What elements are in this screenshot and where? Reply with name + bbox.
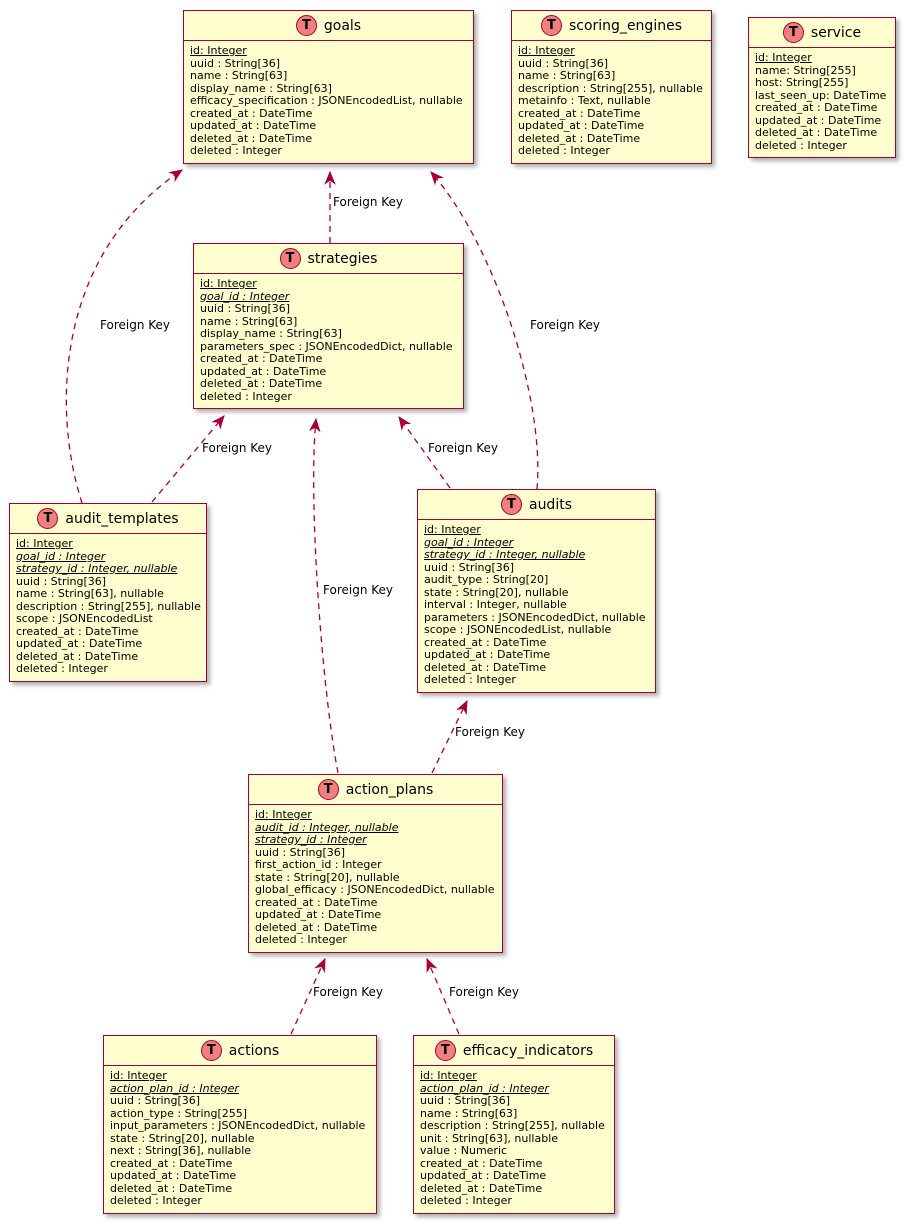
field-row: strategy_id : Integer, nullable bbox=[424, 548, 586, 561]
field-row: deleted_at : DateTime bbox=[16, 649, 139, 663]
field-row: deleted_at : DateTime bbox=[200, 377, 323, 390]
field-row: description : String[255], nullable bbox=[16, 599, 201, 613]
foreign-key-label-audits-goals: Foreign Key bbox=[530, 318, 600, 332]
table-type-icon: T bbox=[201, 1040, 222, 1061]
field-row: name : String[63] bbox=[190, 69, 288, 82]
table-audits bbox=[417, 489, 656, 693]
field-row: deleted : Integer bbox=[110, 1194, 202, 1207]
field-row: created_at : DateTime bbox=[755, 101, 878, 114]
field-row: audit_id : Integer, nullable bbox=[255, 820, 399, 834]
field-row: description : String[255], nullable bbox=[518, 81, 703, 95]
table-type-icon: T bbox=[501, 494, 522, 515]
field-row: goal_id : Integer bbox=[200, 289, 290, 303]
field-row: uuid : String[36] bbox=[424, 560, 515, 574]
field-row: created_at : DateTime bbox=[200, 352, 323, 365]
field-row: state : String[20], nullable bbox=[424, 585, 569, 599]
field-row: host: String[255] bbox=[755, 76, 849, 89]
field-row: scope : JSONEncodedList, nullable bbox=[424, 623, 612, 636]
field-row: deleted : Integer bbox=[755, 138, 847, 152]
table-field-list bbox=[184, 41, 473, 163]
field-row: id: Integer bbox=[190, 44, 247, 57]
field-row: uuid : String[36] bbox=[16, 574, 107, 588]
field-row: audit_type : String[20] bbox=[424, 573, 549, 586]
field-row: updated_at : DateTime bbox=[424, 648, 551, 661]
field-row: name : String[63], nullable bbox=[16, 587, 164, 600]
field-row: scope : JSONEncodedList bbox=[16, 612, 153, 625]
field-row: deleted : Integer bbox=[190, 144, 282, 157]
field-row: deleted_at : DateTime bbox=[518, 131, 641, 145]
field-row: deleted_at : DateTime bbox=[110, 1181, 233, 1195]
foreign-key-label-efficacy_indicators-action_plans: Foreign Key bbox=[449, 985, 519, 999]
field-row: state : String[20], nullable bbox=[255, 870, 400, 884]
field-row: input_parameters : JSONEncodedDict, nullable bbox=[110, 1119, 366, 1132]
field-row: name: String[255] bbox=[755, 63, 856, 77]
table-field-list bbox=[749, 48, 895, 157]
field-row: uuid : String[36] bbox=[200, 302, 291, 315]
field-row: first_action_id : Integer bbox=[255, 858, 382, 871]
field-row: deleted_at : DateTime bbox=[255, 920, 378, 934]
field-row: goal_id : Integer bbox=[424, 535, 514, 549]
field-row: updated_at : DateTime bbox=[200, 364, 327, 378]
field-row: deleted : Integer bbox=[255, 933, 347, 946]
foreign-key-label-audit_templates-goals: Foreign Key bbox=[100, 318, 170, 332]
table-title: scoring_engines bbox=[568, 17, 682, 34]
field-row: name : String[63] bbox=[420, 1106, 518, 1120]
table-field-list bbox=[104, 1066, 376, 1213]
field-row: created_at : DateTime bbox=[424, 635, 547, 649]
field-row: parameters : JSONEncodedDict, nullable bbox=[424, 610, 646, 624]
field-row: id: Integer bbox=[518, 44, 575, 57]
field-row: id: Integer bbox=[110, 1069, 167, 1082]
table-action_plans bbox=[248, 774, 503, 953]
field-row: goal_id : Integer bbox=[16, 549, 106, 563]
field-row: uuid : String[36] bbox=[190, 56, 281, 70]
field-row: id: Integer bbox=[16, 537, 73, 550]
table-field-list bbox=[249, 805, 502, 952]
table-header bbox=[249, 775, 502, 805]
field-row: id: Integer bbox=[755, 51, 812, 64]
field-row: id: Integer bbox=[420, 1069, 477, 1082]
table-title: audits bbox=[528, 496, 572, 513]
field-row: name : String[63] bbox=[518, 69, 616, 82]
field-row: deleted_at : DateTime bbox=[424, 660, 547, 674]
foreign-key-label-audit_templates-strategies: Foreign Key bbox=[202, 441, 272, 455]
table-efficacy_indicators bbox=[413, 1035, 615, 1214]
field-row: updated_at : DateTime bbox=[110, 1169, 237, 1182]
field-row: value : Numeric bbox=[420, 1144, 508, 1157]
table-goals bbox=[183, 10, 474, 164]
foreign-key-label-audits-strategies: Foreign Key bbox=[428, 441, 498, 455]
field-row: created_at : DateTime bbox=[518, 106, 641, 120]
table-header bbox=[10, 504, 206, 534]
field-row: uuid : String[36] bbox=[420, 1094, 511, 1107]
field-row: uuid : String[36] bbox=[518, 56, 609, 70]
table-type-icon: T bbox=[541, 15, 562, 36]
field-row: id: Integer bbox=[200, 277, 257, 290]
field-row: description : String[255], nullable bbox=[420, 1119, 605, 1132]
field-row: deleted : Integer bbox=[16, 662, 108, 675]
table-field-list bbox=[418, 520, 655, 692]
foreign-key-label-strategies-goals: Foreign Key bbox=[333, 195, 403, 209]
table-field-list bbox=[194, 274, 463, 408]
field-row: action_type : String[255] bbox=[110, 1106, 248, 1120]
field-row: name : String[63] bbox=[200, 314, 298, 328]
table-title: strategies bbox=[307, 250, 378, 267]
field-row: strategy_id : Integer, nullable bbox=[16, 562, 178, 575]
field-row: updated_at : DateTime bbox=[16, 637, 143, 650]
field-row: next : String[36], nullable bbox=[110, 1144, 252, 1157]
table-service bbox=[748, 17, 896, 158]
field-row: created_at : DateTime bbox=[16, 624, 139, 638]
field-row: updated_at : DateTime bbox=[518, 119, 645, 132]
field-row: id: Integer bbox=[424, 523, 481, 536]
field-row: updated_at : DateTime bbox=[255, 908, 382, 921]
table-header bbox=[184, 11, 473, 41]
field-row: deleted : Integer bbox=[518, 144, 610, 157]
field-row: efficacy_specification : JSONEncodedList, nullable bbox=[190, 94, 463, 107]
field-row: updated_at : DateTime bbox=[755, 113, 882, 127]
field-row: parameters_spec : JSONEncodedDict, nullable bbox=[200, 339, 453, 353]
table-type-icon: T bbox=[783, 22, 804, 43]
table-header bbox=[194, 244, 463, 274]
field-row: action_plan_id : Integer bbox=[420, 1081, 549, 1095]
field-row: updated_at : DateTime bbox=[420, 1169, 547, 1182]
table-title: efficacy_indicators bbox=[462, 1042, 594, 1059]
field-row: interval : Integer, nullable bbox=[424, 598, 567, 611]
field-row: created_at : DateTime bbox=[110, 1156, 233, 1170]
table-title: goals bbox=[323, 17, 362, 34]
fk-arrow-audit_templates-goals bbox=[66, 170, 182, 503]
table-audit_templates bbox=[9, 503, 207, 682]
field-row: updated_at : DateTime bbox=[190, 119, 317, 132]
field-row: created_at : DateTime bbox=[190, 106, 313, 120]
field-row: deleted_at : DateTime bbox=[420, 1181, 543, 1195]
table-type-icon: T bbox=[280, 248, 301, 269]
table-type-icon: T bbox=[318, 779, 339, 800]
table-title: action_plans bbox=[345, 781, 434, 798]
field-row: state : String[20], nullable bbox=[110, 1131, 255, 1145]
fk-arrow-audit_templates-strategies bbox=[152, 416, 224, 502]
table-header bbox=[104, 1036, 376, 1066]
field-row: created_at : DateTime bbox=[255, 895, 378, 909]
table-type-icon: T bbox=[37, 508, 58, 529]
table-type-icon: T bbox=[435, 1040, 456, 1061]
field-row: unit : String[63], nullable bbox=[420, 1131, 559, 1145]
field-row: uuid : String[36] bbox=[110, 1094, 201, 1107]
foreign-key-label-actions-action_plans: Foreign Key bbox=[313, 985, 383, 999]
field-row: last_seen_up: DateTime bbox=[755, 88, 887, 102]
field-row: created_at : DateTime bbox=[420, 1156, 543, 1170]
field-row: strategy_id : Integer bbox=[255, 833, 367, 846]
field-row: deleted : Integer bbox=[200, 389, 292, 403]
field-row: metainfo : Text, nullable bbox=[518, 94, 651, 107]
field-row: action_plan_id : Integer bbox=[110, 1081, 239, 1095]
field-row: deleted : Integer bbox=[420, 1194, 512, 1207]
table-actions bbox=[103, 1035, 377, 1214]
table-title: actions bbox=[228, 1042, 280, 1059]
foreign-key-label-action_plans-audits: Foreign Key bbox=[455, 725, 525, 739]
field-row: id: Integer bbox=[255, 808, 312, 821]
table-field-list bbox=[512, 41, 711, 163]
table-field-list bbox=[10, 534, 206, 681]
field-row: deleted : Integer bbox=[424, 673, 516, 686]
field-row: display_name : String[63] bbox=[200, 327, 342, 340]
table-field-list bbox=[414, 1066, 614, 1213]
field-row: deleted_at : DateTime bbox=[190, 131, 313, 145]
table-title: audit_templates bbox=[65, 510, 179, 527]
field-row: deleted_at : DateTime bbox=[755, 126, 878, 139]
field-row: display_name : String[63] bbox=[190, 81, 332, 95]
table-header bbox=[418, 490, 655, 520]
table-title: service bbox=[810, 24, 862, 41]
foreign-key-label-action_plans-strategies: Foreign Key bbox=[323, 583, 393, 597]
table-header bbox=[749, 18, 895, 48]
table-type-icon: T bbox=[296, 15, 317, 36]
table-strategies bbox=[193, 243, 464, 409]
field-row: uuid : String[36] bbox=[255, 845, 346, 859]
table-header bbox=[512, 11, 711, 41]
table-header bbox=[414, 1036, 614, 1066]
table-scoring_engines bbox=[511, 10, 712, 164]
field-row: global_efficacy : JSONEncodedDict, nullable bbox=[255, 883, 495, 896]
